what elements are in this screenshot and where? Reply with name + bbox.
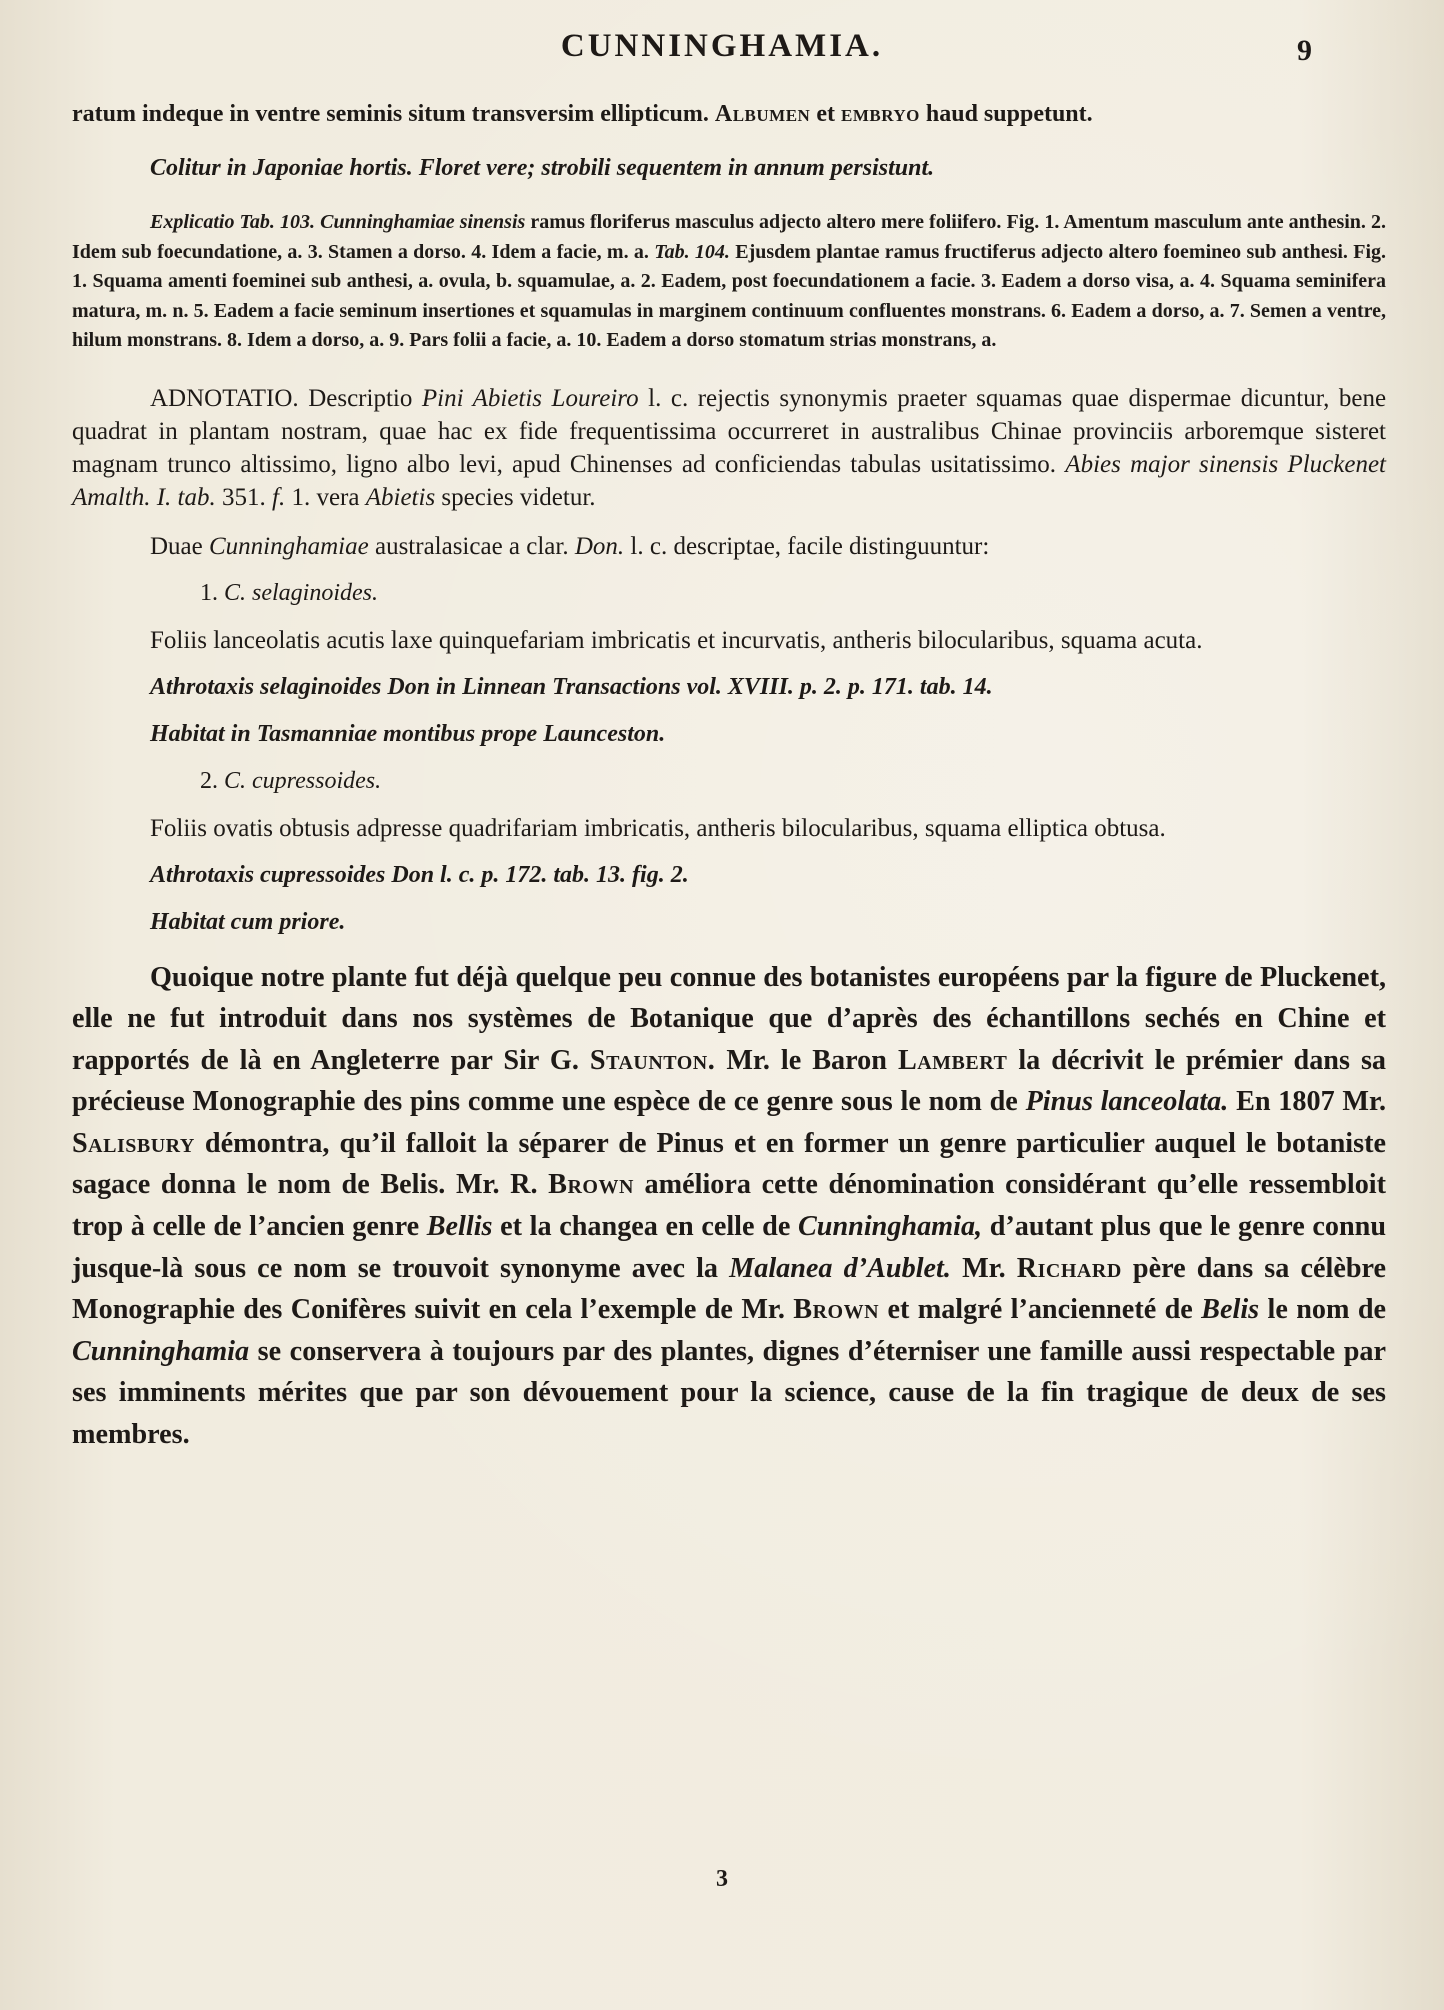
continuation-paragraph	[72, 98, 1386, 130]
text-run: ramus floriferus masculus adjecto altero mere foliifero. Fig. 1. Amentum masculum ante anthesin. 2. Idem sub foecundatione, a. 3. Stamen a dorso. 4. Idem a facie, m. a.	[72, 211, 1387, 263]
species-reference: Athrotaxis selaginoides Don in Linnean Transactions vol. XVIII. p. 2. p. 171. tab. 14.	[150, 673, 993, 700]
person-name: Salisbury	[72, 1127, 195, 1159]
text-run: Descriptio	[308, 384, 413, 412]
species-name: Cunninghamiae	[209, 532, 369, 560]
text-run: démontra, qu’il falloit la séparer de Pinus et en former un genre particulier auquel le botaniste sagace donna le nom de Belis. Mr. R.	[72, 1127, 1386, 1201]
text-run: se conservera à toujours par des plantes, dignes d’éterniser une famille aussi respectable par ses imminents mérites que par son dévouement pour la science, cause de la fin tragique de deux de ses membres.	[72, 1335, 1387, 1451]
text-run: Quoique notre plante fut déjà quelque peu connue des botanistes européens par la figure de Pluckenet, elle ne fut introduit dans nos systèmes de Botanique que d’après des échantillons sechés en Chine et rapportés de là en Angleterre par Sir G.	[72, 961, 1386, 1076]
adnotatio-label: ADNOTATIO.	[150, 384, 299, 412]
text-run: australasicae a clar.	[374, 532, 569, 560]
text-run: Duae	[150, 532, 203, 560]
species-name: Abies major sinensis Pluckenet Amalth. I. tab.	[72, 450, 1386, 511]
signature-mark: 3	[716, 1866, 728, 1892]
text-run: l. c. descriptae, facile distinguuntur:	[630, 532, 990, 560]
species-heading	[200, 765, 1386, 798]
text-run: et la changea en celle de	[500, 1211, 791, 1243]
species-name: C. selaginoides.	[224, 579, 378, 606]
text-run: d’autant plus que le genre connu jusque-là sous ce nom se trouvoit synonyme avec la	[72, 1211, 1387, 1284]
term-embryo: embryo	[840, 101, 920, 127]
species-heading	[200, 577, 1386, 610]
text-run: le nom de	[1267, 1294, 1387, 1326]
plate-label: Tab. 104.	[654, 240, 730, 263]
text-run: En 1807 Mr.	[1236, 1086, 1387, 1118]
text-run: haud suppetunt.	[925, 101, 1093, 127]
species-number: 1.	[200, 579, 218, 606]
species-diagnosis: Foliis ovatis obtusis adpresse quadrifariam imbricatis, antheris bilocularibus, squama elliptica obtusa.	[150, 814, 1166, 842]
text-run: et	[816, 101, 835, 127]
person-name: Brown	[793, 1294, 880, 1326]
text-run: Mr. le Baron	[726, 1044, 887, 1076]
species-habitat: Habitat cum priore.	[150, 908, 346, 935]
french-paragraph	[72, 957, 1386, 1456]
species-habitat: Habitat in Tasmanniae montibus prope Launceston.	[150, 720, 666, 747]
plate-label: Explicatio Tab. 103.	[150, 211, 316, 233]
species-name: Cunninghamiae sinensis	[320, 211, 526, 233]
text-run: l. c. rejectis synonymis praeter squamas quae dispermae dicuntur, bene quadrat in plantam nostram, quae hac ex fide frequentissima occurreret in australibus Chinae provinciis arboremque sisteret magnam trunco altissimo, ligno albo levi, apud Chinenses ad conficiendas tabulas usitatissimo.	[72, 384, 1387, 478]
page-header	[0, 28, 1444, 78]
text-run: 351.	[222, 483, 266, 511]
genus-name: Cunninghamia	[72, 1335, 250, 1367]
species-name: Abietis	[365, 483, 436, 511]
term-albumen: Albumen	[714, 101, 811, 127]
text-run: species videtur.	[441, 483, 596, 511]
adnotatio-paragraph	[72, 382, 1386, 514]
duae-paragraph	[72, 530, 1386, 563]
person-name: Richard	[1016, 1252, 1122, 1284]
author-name: Don.	[574, 532, 625, 560]
person-name: Lambert	[897, 1044, 1008, 1076]
species-diagnosis: Foliis lanceolatis acutis laxe quinquefariam imbricatis et incurvatis, antheris bilocularibus, squama acuta.	[150, 626, 1203, 654]
text-run: Ejusdem plantae ramus fructiferus adjecto altero foemineo sub anthesi. Fig. 1. Squama amenti foeminei sub anthesi, a. ovula, b. squamulae, a. 2. Eadem, post foecundationem a facie. 3. Eadem a dorso visa, a. 4. Squama seminifera matura, m. n. 5. Eadem a facie seminum insertiones et squamulas in marginem continuum confluentes monstrans. 6. Eadem a dorso, a. 7. Semen a ventre, hilum monstrans. 8. Idem a dorso, a. 9. Pars folii a facie, a. 10. Eadem a dorso stomatum strias monstrans, a.	[72, 240, 1387, 351]
cultivation-note: Colitur in Japoniae hortis. Floret vere; strobili sequentem in annum persistunt.	[150, 155, 935, 181]
text-run: 1. vera	[291, 483, 360, 511]
species-reference: Athrotaxis cupressoides Don l. c. p. 172. tab. 13. fig. 2.	[150, 861, 689, 888]
text-run: père dans sa célèbre Monographie des Conifères suivit en cela l’exemple de Mr.	[72, 1252, 1387, 1326]
text-run: et malgré l’ancienneté de	[887, 1294, 1193, 1326]
genus-name: Cunninghamia,	[797, 1211, 983, 1243]
page-body	[72, 98, 1386, 1456]
species-name: C. cupressoides.	[224, 767, 382, 794]
plate-explanation	[72, 208, 1386, 356]
text-run: la décrivit le prémier dans sa précieuse Monographie des pins comme une espèce de ce genre sous le nom de	[72, 1044, 1387, 1118]
person-name: Staunton.	[589, 1044, 716, 1076]
text-run: ratum indeque in ventre seminis situm transversim ellipticum.	[72, 101, 709, 127]
page-number: 9	[1297, 34, 1312, 67]
species-number: 2.	[200, 767, 218, 794]
genus-name: Belis	[1201, 1294, 1260, 1326]
text-run: Mr.	[962, 1252, 1006, 1284]
genus-name: Bellis	[426, 1211, 493, 1243]
text-run: améliora cette dénomination considérant qu’elle ressembloit trop à celle de l’ancien genre	[72, 1169, 1387, 1243]
text-run: f.	[272, 483, 286, 511]
running-title: CUNNINGHAMIA.	[560, 28, 884, 64]
person-name: Brown	[548, 1169, 634, 1201]
genus-name: Malanea d’Aublet.	[729, 1252, 951, 1284]
species-name: Pinus lanceolata.	[1025, 1086, 1229, 1118]
species-name: Pini Abietis Loureiro	[421, 384, 639, 412]
